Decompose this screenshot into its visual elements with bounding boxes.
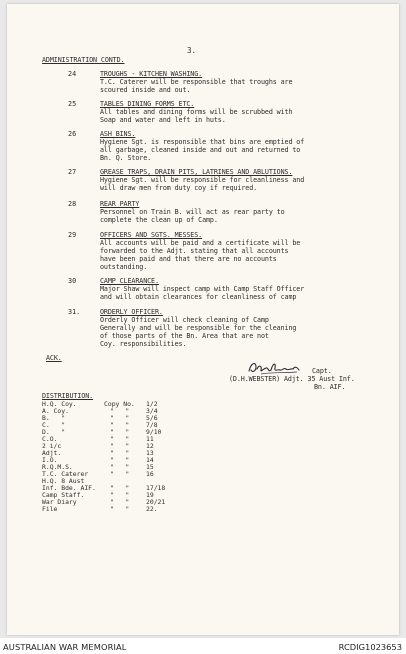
item-line: outstanding.	[100, 263, 148, 271]
item-number: 29	[68, 231, 77, 239]
item-line: scoured inside and out.	[100, 86, 191, 94]
item-number: 28	[68, 200, 77, 208]
item-number: 31.	[68, 308, 81, 316]
item-number: 25	[68, 100, 77, 108]
item-line: Generally and will be responsible for the cleaning	[100, 324, 297, 332]
item-line: and will obtain clearances for cleanliness of camp	[100, 293, 297, 301]
ack-label: ACK.	[46, 354, 62, 362]
distribution-row: 2 i/c " " 12	[42, 442, 154, 450]
item-title: OFFICERS AND SGTS. MESSES.	[100, 231, 203, 239]
item-line: Coy. responsibilities.	[100, 340, 187, 348]
item-line: complete the clean up of Camp.	[100, 216, 218, 224]
handwritten-signature	[247, 357, 301, 377]
distribution-row: Camp Staff. " " 19	[42, 491, 154, 499]
item-line: will draw men from duty coy if required.	[100, 184, 258, 192]
item-line: all garbage, cleaned inside and out and returned to	[100, 146, 301, 154]
item-line: All tables and dining forms will be scrubbed with	[100, 108, 293, 116]
distribution-row: R.Q.M.S. " " 15	[42, 463, 154, 471]
item-title: ASH BINS.	[100, 130, 136, 138]
archive-name: AUSTRALIAN WAR MEMORIAL	[3, 642, 127, 652]
item-number: 27	[68, 168, 77, 176]
distribution-row: T.C. Caterer " " 16	[42, 470, 154, 478]
item-title: CAMP CLEARANCE.	[100, 277, 159, 285]
item-title: REAR PARTY	[100, 200, 140, 208]
distribution-row: I.O. " " 14	[42, 456, 154, 464]
item-title: TROUGHS - KITCHEN WASHING.	[100, 70, 203, 78]
signatory-unit: Bn. AIF.	[314, 383, 346, 391]
item-line: T.C. Caterer will be responsible that troughs are	[100, 78, 293, 86]
document-page	[7, 4, 399, 635]
item-line: All accounts will be paid and a certificate will be	[100, 239, 301, 247]
distribution-row: H.Q. Coy. Copy No. 1/2	[42, 400, 158, 408]
signatory-name: (D.H.WEBSTER) Adjt. 35 Aust Inf.	[229, 375, 355, 383]
item-title: ORDERLY OFFICER.	[100, 308, 163, 316]
item-line: have been paid and that there are no accounts	[100, 255, 277, 263]
distribution-row: Adjt. " " 13	[42, 449, 154, 457]
item-number: 24	[68, 70, 77, 78]
item-title: GREASE TRAPS, DRAIN PITS, LATRINES AND ABLUTIONS.	[100, 168, 293, 176]
page-number: 3.	[187, 46, 197, 55]
item-number: 30	[68, 277, 77, 285]
item-line: Orderly Officer will check cleaning of Camp	[100, 316, 269, 324]
distribution-row: H.Q. 8 Aust	[42, 477, 85, 485]
distribution-row: C.O. " " 11	[42, 435, 154, 443]
section-header: ADMINISTRATION CONTD.	[42, 56, 125, 64]
item-line: Major Shaw will inspect camp with Camp Staff Officer	[100, 285, 305, 293]
item-line: Hygiene Sgt. is responsible that bins are emptied of	[100, 138, 305, 146]
signatory-rank: Capt.	[312, 367, 332, 375]
distribution-row: D. " " " 9/10	[42, 428, 162, 436]
distribution-row: File " " 22.	[42, 505, 158, 513]
item-line: Hygiene Sgt. will be responsible for cleanliness and	[100, 176, 305, 184]
record-id: RCDIG1023653	[338, 642, 402, 652]
item-title: TABLES DINING FORMS ETC.	[100, 100, 195, 108]
distribution-row: War Diary " " 20/21	[42, 498, 166, 506]
item-line: forwarded to the Adjt. stating that all accounts	[100, 247, 289, 255]
archive-footer	[0, 638, 406, 654]
distribution-row: A. Coy. " " 3/4	[42, 407, 158, 415]
item-line: Soap and water and left in huts.	[100, 116, 226, 124]
item-line: Bn. Q. Store.	[100, 154, 152, 162]
item-number: 26	[68, 130, 77, 138]
distribution-row: B. " " " 5/6	[42, 414, 158, 422]
distribution-row: Inf. Bde. AIF. " " 17/18	[42, 484, 166, 492]
distribution-row: C. " " " 7/8	[42, 421, 158, 429]
item-line: of those parts of the Bn. Area that are not	[100, 332, 269, 340]
item-line: Personnel on Train B. will act as rear party to	[100, 208, 285, 216]
distribution-title: DISTRIBUTION.	[42, 392, 94, 400]
